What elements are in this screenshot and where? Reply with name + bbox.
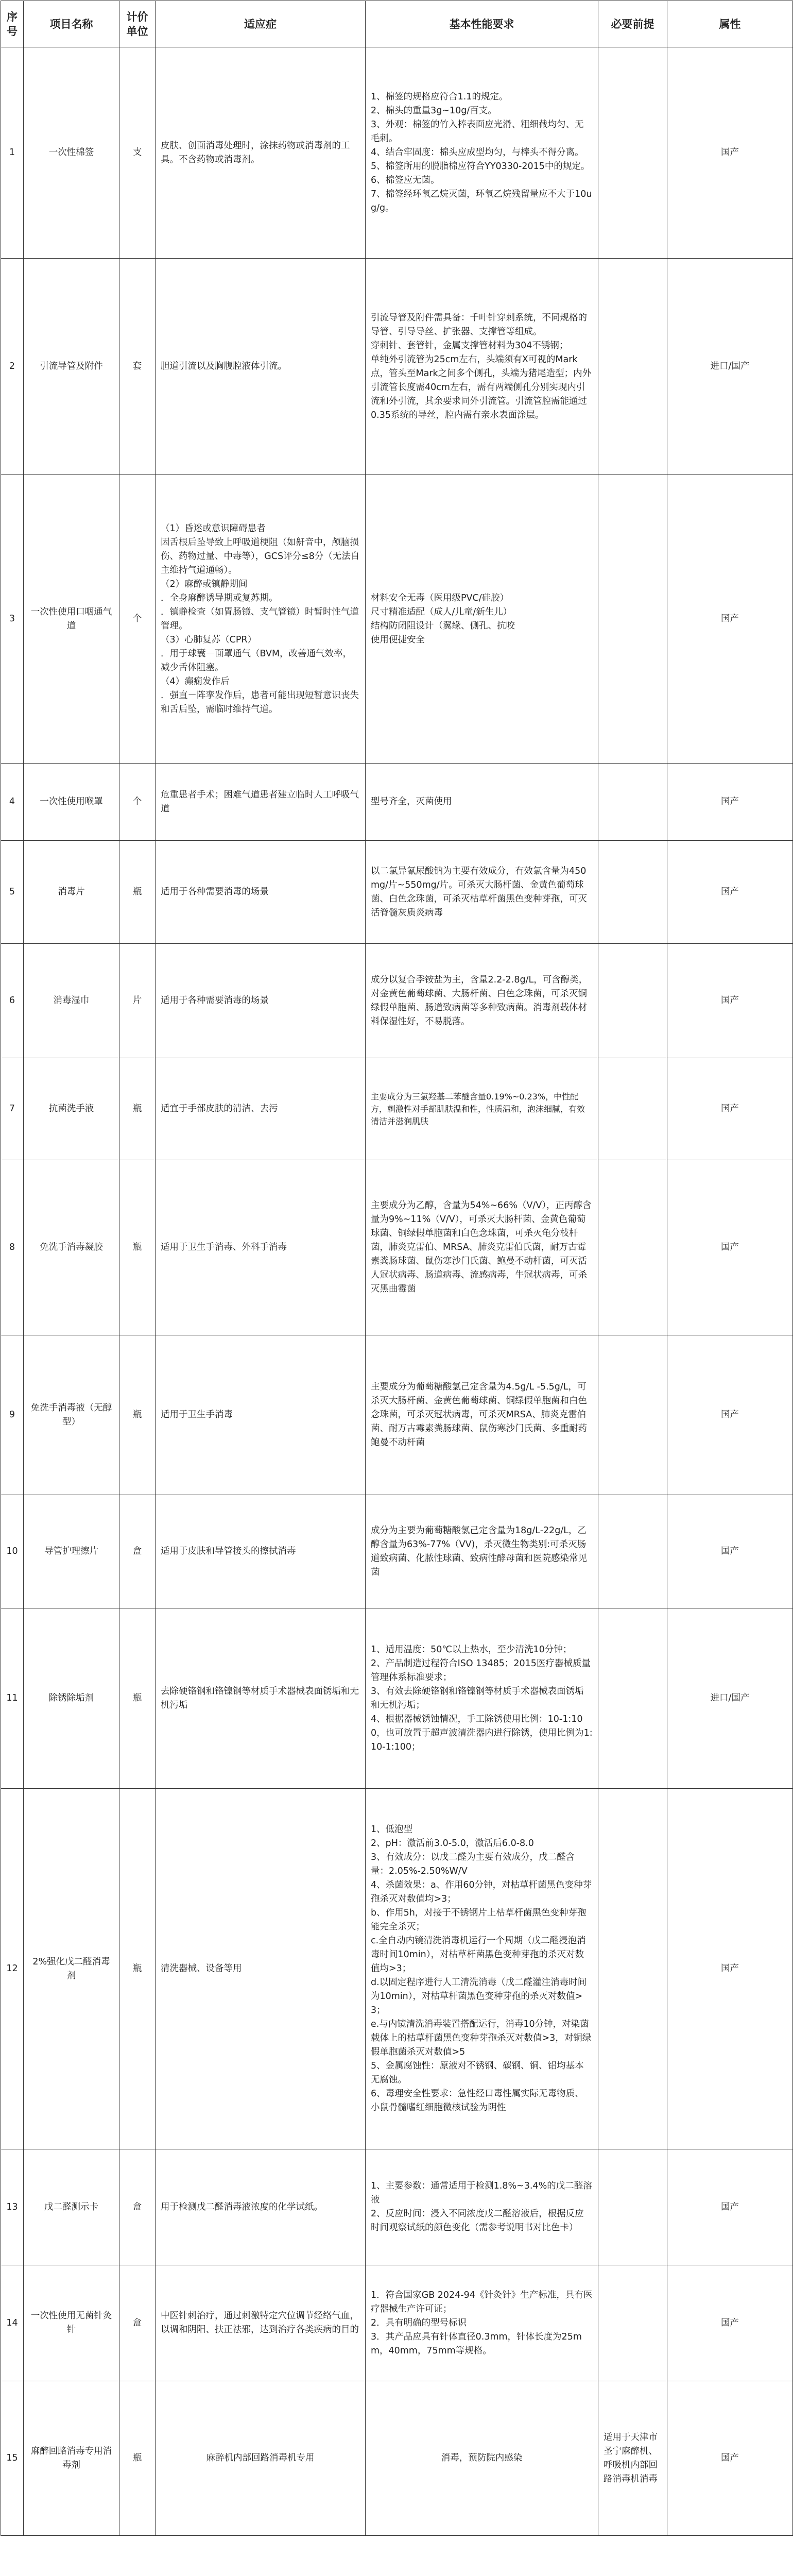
- row-unit: 瓶: [119, 841, 156, 944]
- row-requirement: 型号齐全，灭菌使用: [366, 764, 598, 841]
- row-requirement: 1、棉签的规格应符合1.1的规定。 2、棉头的重量3g~10g/百支。 3、外观：棉签的竹入棒表面应光滑、粗细截均匀、无毛刺。 4、结合牢固度：棉头应成型均匀，与棒头不得分离。 5、棉签所用的脱脂棉应符合YY0330-2015中的规定。 6、棉签应无菌。 7、棉签经环氧乙烷灭菌，环氧乙烷残留量应不大于10ug/g。: [366, 47, 598, 259]
- row-indication: 适用于各种需要消毒的场景: [156, 841, 366, 944]
- table-row: [1, 944, 793, 1058]
- requirements-table: [1, 1, 793, 2536]
- table-row: [1, 2381, 793, 2536]
- row-seq: 4: [1, 764, 24, 841]
- row-name: 消毒湿巾: [24, 944, 119, 1058]
- row-mandatory: [598, 1160, 667, 1335]
- row-indication: 胆道引流以及胸腹腔液体引流。: [156, 259, 366, 475]
- row-mandatory: [598, 764, 667, 841]
- table-row: [1, 475, 793, 764]
- table-row: [1, 1789, 793, 2149]
- row-name: 麻醉回路消毒专用消毒剂: [24, 2381, 119, 2536]
- row-requirement: 主要成分为三氯羟基二苯醚含量0.19%~0.23%，中性配方，刺激性对手部肌肤温和性，性质温和，泡沫细腻，有效清洁并滋润肌肤: [366, 1058, 598, 1160]
- row-name: 导管护理擦片: [24, 1495, 119, 1608]
- row-seq: 8: [1, 1160, 24, 1335]
- row-attribute: 进口/国产: [667, 1608, 793, 1789]
- row-unit: 支: [119, 47, 156, 259]
- row-attribute: 国产: [667, 2149, 793, 2265]
- row-name: 一次性使用口咽通气道: [24, 475, 119, 764]
- row-mandatory: [598, 841, 667, 944]
- row-seq: 1: [1, 47, 24, 259]
- row-indication: 适用于各种需要消毒的场景: [156, 944, 366, 1058]
- table-row: [1, 2265, 793, 2381]
- row-seq: 11: [1, 1608, 24, 1789]
- row-seq: 14: [1, 2265, 24, 2381]
- row-indication: 去除硬铬钢和铬镍钢等材质手术器械表面锈垢和无机污垢: [156, 1608, 366, 1789]
- row-name: 2%强化戊二醛消毒剂: [24, 1789, 119, 2149]
- header-name: 项目名称: [24, 1, 119, 47]
- row-indication: （1）昏迷或意识障碍患者 因舌根后坠导致上呼吸道梗阻（如鼾音中，颅脑损伤、药物过量、中毒等），GCS评分≤8分（无法自主维持气道通畅）。 （2）麻醉或镇静期间 ．全身麻醉诱导期或复苏期。 ．镇静检查（如胃肠镜、支气管镜）时暂时性气道管理。 （3）心肺复苏（CPR） ．用于球囊－面罩通气（BVM，改善通气效率，减少舌体阻塞。 （4）癫痫发作后 ．强直－阵挛发作后，患者可能出现短暂意识丧失和舌后坠，需临时维持气道。: [156, 475, 366, 764]
- row-indication: 中医针刺治疗，通过刺激特定穴位调节经络气血，以调和阴阳、扶正祛邪，达到治疗各类疾病的目的: [156, 2265, 366, 2381]
- row-mandatory: [598, 2149, 667, 2265]
- row-unit: 瓶: [119, 1160, 156, 1335]
- table-row: [1, 1335, 793, 1495]
- row-attribute: 国产: [667, 1160, 793, 1335]
- row-indication: 适用于皮肤和导管接头的擦拭消毒: [156, 1495, 366, 1608]
- row-attribute: 国产: [667, 1335, 793, 1495]
- row-unit: 盒: [119, 2149, 156, 2265]
- header-requirement: 基本性能要求: [366, 1, 598, 47]
- row-unit: 盒: [119, 2265, 156, 2381]
- row-requirement: 1、低泡型 2、pH：激活前3.0-5.0，激活后6.0-8.0 3、有效成分：以戊二醛为主要有效成分，戊二醛含量：2.05%-2.50%W/V 4、杀菌效果：a、作用60分钟，对枯草杆菌黑色变种芽孢杀灭对数值均>3； b、作用5h，对接于不锈钢片上枯草杆菌黑色变种芽孢能完全杀灭； c.全自动内镜清洗消毒机运行一个周期（戊二醛浸泡消毒时间10min），对枯草杆菌黑色变种芽孢的杀灭对数值均>3； d.以固定程序进行人工清洗消毒（戊二醛灌注消毒时间为10min），对枯草杆菌黑色变种芽孢的杀灭对数值>3； e.与内镜清洗消毒装置搭配运行，消毒10分钟，对染菌载体上的枯草杆菌黑色变种芽孢杀灭对数值>3，对铜绿假单胞菌杀灭对数值>5 5、金属腐蚀性：原液对不锈钢、碳钢、铜、铝均基本无腐蚀。 6、毒理安全性要求：急性经口毒性属实际无毒物质、小鼠骨髓嗜红细胞微核试验为阴性: [366, 1789, 598, 2149]
- row-name: 一次性棉签: [24, 47, 119, 259]
- row-unit: 个: [119, 764, 156, 841]
- row-indication: 危重患者手术；困难气道患者建立临时人工呼吸气道: [156, 764, 366, 841]
- row-attribute: 国产: [667, 1495, 793, 1608]
- row-mandatory: [598, 2265, 667, 2381]
- table-row: [1, 2149, 793, 2265]
- row-mandatory: [598, 1495, 667, 1608]
- row-name: 除锈除垢剂: [24, 1608, 119, 1789]
- row-indication: 用于检测戊二醛消毒液浓度的化学试纸。: [156, 2149, 366, 2265]
- table-row: [1, 259, 793, 475]
- row-attribute: 国产: [667, 47, 793, 259]
- row-unit: 瓶: [119, 1058, 156, 1160]
- header-row: [1, 1, 793, 47]
- row-seq: 2: [1, 259, 24, 475]
- row-seq: 10: [1, 1495, 24, 1608]
- table-row: [1, 764, 793, 841]
- row-mandatory: 适用于天津市圣宁麻醉机、呼吸机内部回路消毒机消毒: [598, 2381, 667, 2536]
- row-unit: 瓶: [119, 1335, 156, 1495]
- row-name: 免洗手消毒液（无醇型）: [24, 1335, 119, 1495]
- row-unit: 套: [119, 259, 156, 475]
- row-seq: 6: [1, 944, 24, 1058]
- row-indication: 皮肤、创面消毒处理时，涂抹药物或消毒剂的工具。不含药物或消毒剂。: [156, 47, 366, 259]
- row-name: 消毒片: [24, 841, 119, 944]
- row-attribute: 国产: [667, 1058, 793, 1160]
- row-requirement: 成分为主要为葡萄糖酸氯己定含量为18g/L-22g/L，乙醇含量为63%-77%（VV)，杀灭微生物类别:可杀灭肠道致病菌、化脓性球菌、致病性酵母菌和医院感染常见菌: [366, 1495, 598, 1608]
- row-indication: 麻醉机内部回路消毒机专用: [156, 2381, 366, 2536]
- row-seq: 7: [1, 1058, 24, 1160]
- row-mandatory: [598, 1789, 667, 2149]
- header-indication: 适应症: [156, 1, 366, 47]
- row-requirement: 1、主要参数：通常适用于检测1.8%~3.4%的戊二醛溶液 2、反应时间：浸入不同浓度戊二醛溶液后，根据反应时间观察试纸的颜色变化（需参考说明书对比色卡）: [366, 2149, 598, 2265]
- row-indication: 适宜于手部皮肤的清洁、去污: [156, 1058, 366, 1160]
- row-name: 一次性使用无菌针灸针: [24, 2265, 119, 2381]
- row-attribute: 国产: [667, 764, 793, 841]
- row-attribute: 国产: [667, 841, 793, 944]
- row-name: 引流导管及附件: [24, 259, 119, 475]
- row-name: 抗菌洗手液: [24, 1058, 119, 1160]
- row-unit: 瓶: [119, 1789, 156, 2149]
- row-mandatory: [598, 1608, 667, 1789]
- row-requirement: 材料安全无毒（医用级PVC/硅胶） 尺寸精准适配（成人/儿童/新生儿） 结构防闭阻设计（翼缘、侧孔、抗咬 使用便捷安全: [366, 475, 598, 764]
- header-unit: 计价 单位: [119, 1, 156, 47]
- row-requirement: 1．符合国家GB 2024-94《针灸针》生产标准，具有医疗器械生产许可证； 2．具有明确的型号标识 3．其产品应具有针体直径0.3mm，针体长度为25mm，40mm，75mm等规格。: [366, 2265, 598, 2381]
- row-unit: 盒: [119, 1495, 156, 1608]
- row-requirement: 成分以复合季铵盐为主，含量2.2-2.8g/L，可含醇类，对金黄色葡萄球菌、大肠杆菌、白色念珠菌，可杀灭铜绿假单胞菌、肠道致病菌等多种致病菌。消毒剂载体材料保湿性好，不易脱落。: [366, 944, 598, 1058]
- row-indication: 适用于卫生手消毒: [156, 1335, 366, 1495]
- row-requirement: 引流导管及附件需具备：千叶针穿刺系统，不同规格的导管、引导导丝、扩张器、支撑管等组成。 穿刺针、套管针，金属支撑管材料为304不锈钢； 单纯外引流管为25cm左右，头端须有X可视的Mark点，管头至Mark之间多个侧孔，头端为猪尾造型；内外引流管长度需40cm左右，需有两端侧孔分别实现内引流和外引流，其余要求同外引流管。引流管腔需能通过0.35系统的导丝，腔内需有亲水表面涂层。: [366, 259, 598, 475]
- row-mandatory: [598, 47, 667, 259]
- row-indication: 清洗器械、设备等用: [156, 1789, 366, 2149]
- row-indication: 适用于卫生手消毒、外科手消毒: [156, 1160, 366, 1335]
- row-mandatory: [598, 475, 667, 764]
- row-requirement: 以二氯异氰尿酸钠为主要有效成分，有效氯含量为450 mg/片~550mg/片。可杀灭大肠杆菌、金黄色葡萄球菌、白色念珠菌，可杀灭枯草杆菌黑色变种芽孢，可灭活脊髓灰质炎病毒: [366, 841, 598, 944]
- row-unit: 个: [119, 475, 156, 764]
- row-seq: 13: [1, 2149, 24, 2265]
- row-mandatory: [598, 944, 667, 1058]
- row-seq: 3: [1, 475, 24, 764]
- row-unit: 瓶: [119, 2381, 156, 2536]
- row-mandatory: [598, 1335, 667, 1495]
- row-mandatory: [598, 1058, 667, 1160]
- row-name: 戊二醛测示卡: [24, 2149, 119, 2265]
- table-row: [1, 1058, 793, 1160]
- row-seq: 12: [1, 1789, 24, 2149]
- row-requirement: 主要成分为乙醇，含量为54%~66%（V/V），正丙醇含量为9%~11%（V/V），可杀灭大肠杆菌、金黄色葡萄球菌、铜绿假单胞菌和白色念珠菌，可杀灭龟分枝杆菌，肺炎克雷伯、MRSA、肺炎克雷伯氏菌，耐万古霉素粪肠球菌、鼠伤寒沙门氏菌、鲍曼不动杆菌，可灭活人冠状病毒、肠道病毒、流感病毒，牛冠状病毒，可杀灭黑曲霉菌: [366, 1160, 598, 1335]
- row-seq: 5: [1, 841, 24, 944]
- header-mandatory: 必要前提: [598, 1, 667, 47]
- row-name: 一次性使用喉罩: [24, 764, 119, 841]
- row-seq: 9: [1, 1335, 24, 1495]
- row-unit: 瓶: [119, 1608, 156, 1789]
- row-attribute: 国产: [667, 2381, 793, 2536]
- row-mandatory: [598, 259, 667, 475]
- row-attribute: 国产: [667, 475, 793, 764]
- row-requirement: 1、适用温度：50℃以上热水，至少清洗10分钟； 2、产品制造过程符合ISO 13485；2015医疗器械质量管理体系标准要求； 3、有效去除硬铬钢和铬镍钢等材质手术器械表面锈垢和无机污垢； 4、根据器械锈蚀情况，手工除锈使用比例：10-1:100，也可放置于超声波清洗器内进行除锈，使用比例为1:10-1:100；: [366, 1608, 598, 1789]
- row-attribute: 国产: [667, 2265, 793, 2381]
- table-row: [1, 47, 793, 259]
- header-attribute: 属性: [667, 1, 793, 47]
- row-attribute: 国产: [667, 1789, 793, 2149]
- table-row: [1, 1608, 793, 1789]
- row-attribute: 国产: [667, 944, 793, 1058]
- row-name: 免洗手消毒凝胶: [24, 1160, 119, 1335]
- row-unit: 片: [119, 944, 156, 1058]
- header-seq: 序号: [1, 1, 24, 47]
- row-requirement: 消毒，预防院内感染: [366, 2381, 598, 2536]
- table-row: [1, 1495, 793, 1608]
- table-row: [1, 1160, 793, 1335]
- table-row: [1, 841, 793, 944]
- row-attribute: 进口/国产: [667, 259, 793, 475]
- row-seq: 15: [1, 2381, 24, 2536]
- row-requirement: 主要成分为葡萄糖酸氯己定含量为4.5g/L -5.5g/L，可杀灭大肠杆菌、金黄色葡萄球菌、铜绿假单胞菌和白色念珠菌，可杀灭冠状病毒，可杀灭MRSA、肺炎克雷伯菌、耐万古霉素粪肠球菌、鼠伤寒沙门氏菌、多重耐药鲍曼不动杆菌: [366, 1335, 598, 1495]
